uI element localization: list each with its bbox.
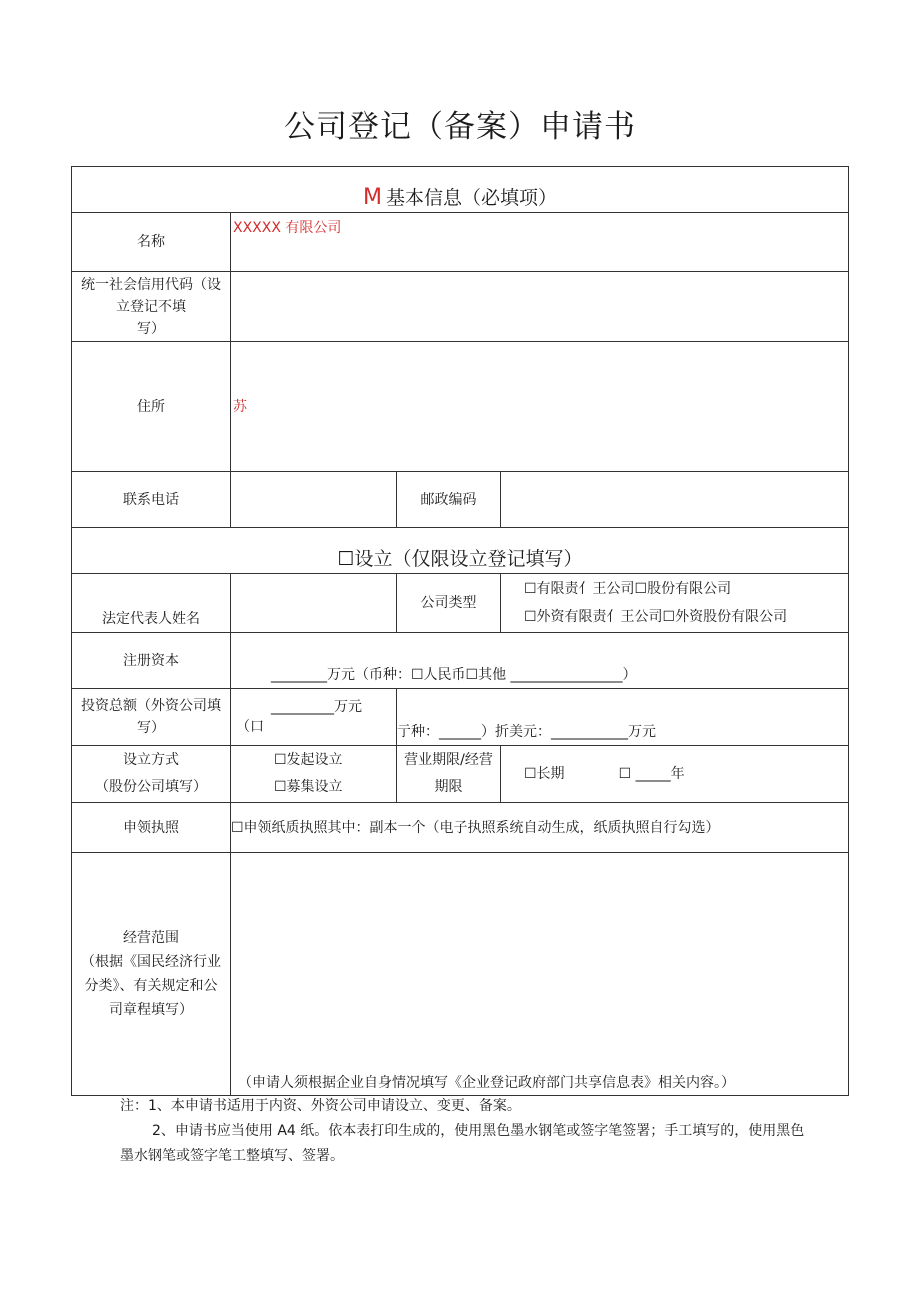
- credit-code-label: [72, 272, 231, 342]
- credit-code-label-line: 写）: [137, 320, 165, 337]
- scope-label-line: 司章程填写）: [109, 1002, 193, 1018]
- term-option-long[interactable]: ☐长期: [524, 766, 565, 782]
- company-type-options: [501, 574, 849, 633]
- footnote-2: [120, 1119, 840, 1169]
- setup-section-header: [72, 528, 849, 574]
- investment-amount-text: _________万元: [271, 699, 362, 715]
- term-label-line: 期限: [434, 779, 463, 795]
- section-marker: M: [363, 185, 382, 210]
- address-label: 住所: [72, 342, 231, 472]
- company-type-option[interactable]: ☐外资有限责亻王公司☐外资股份有限公司: [524, 609, 788, 625]
- investment-amount-field[interactable]: [231, 689, 397, 746]
- setup-method-option[interactable]: ☐发起设立: [274, 752, 343, 768]
- investment-currency-field[interactable]: 亍种：______）折美元：___________万元: [397, 689, 849, 746]
- basic-info-section-header: [72, 167, 849, 213]
- footnote-2-line: 2、申请书应当使用 A4 纸。依本表打印生成的，使用黑色墨水钢笔或签字笔签署；手工填写的，使用黑色: [152, 1123, 805, 1139]
- term-label-line: 营业期限/经营: [404, 752, 493, 768]
- capital-label: 注册资本: [72, 633, 231, 689]
- legal-rep-label: 法定代表人姓名: [72, 574, 231, 633]
- setup-heading[interactable]: ☐设立（仅限设立登记填写）: [337, 548, 583, 570]
- setup-method-label-line: （股份公司填写）: [95, 779, 207, 795]
- scope-label-line: 分类》、有关规定和公: [84, 978, 218, 994]
- credit-code-label-line: 立登记不填: [116, 298, 186, 315]
- footnote-2-line: 墨水钢笔或签字笔工整填写、签署。: [120, 1148, 344, 1164]
- investment-currency-text: （口: [236, 719, 264, 735]
- investment-label: [72, 689, 231, 746]
- phone-label: 联系电话: [72, 472, 231, 528]
- phone-field[interactable]: [231, 472, 397, 528]
- credit-code-field[interactable]: [231, 272, 849, 342]
- footnote-1: 注：1、本申请书适用于内资、外资公司申请设立、变更、备案。: [120, 1098, 521, 1114]
- license-field[interactable]: ☐申领纸质执照其中：副本一个（电子执照系统自动生成，纸质执照自行勾选）: [231, 803, 849, 853]
- setup-method-label-line: 设立方式: [123, 752, 179, 768]
- name-label: 名称: [72, 213, 231, 272]
- application-form-table: [71, 166, 849, 1096]
- company-type-label: 公司类型: [397, 574, 501, 633]
- scope-label: [72, 853, 231, 1096]
- address-field[interactable]: 苏: [231, 342, 849, 472]
- investment-label-line: 写）: [137, 720, 165, 736]
- setup-method-options: [231, 746, 397, 803]
- scope-note: （申请人须根据企业自身情况填写《企业登记政府部门共享信息表》相关内容。）: [238, 1075, 735, 1091]
- scope-field[interactable]: [231, 853, 849, 1096]
- term-label: [397, 746, 501, 803]
- page-title: 公司登记（备案）申请书: [284, 109, 636, 145]
- postcode-field[interactable]: [501, 472, 849, 528]
- name-field[interactable]: XXXXX 有限公司: [231, 213, 849, 272]
- setup-method-label: [72, 746, 231, 803]
- term-options: [501, 746, 849, 803]
- term-option-years[interactable]: ☐ _____年: [618, 766, 685, 782]
- credit-code-label-line: 统一社会信用代码（设: [81, 276, 221, 293]
- license-label: 申领执照: [72, 803, 231, 853]
- postcode-label: 邮政编码: [397, 472, 501, 528]
- scope-label-line: 经营范围: [123, 930, 179, 946]
- capital-field[interactable]: ________万元（币种：☐人民币☐其他 ________________）: [231, 633, 849, 689]
- basic-info-heading: 基本信息（必填项）: [385, 187, 557, 209]
- scope-label-line: （根据《国民经济行业: [81, 954, 221, 970]
- setup-method-option[interactable]: ☐募集设立: [274, 779, 343, 795]
- investment-label-line: 投资总额（外资公司填: [81, 698, 221, 714]
- legal-rep-field[interactable]: [231, 574, 397, 633]
- company-type-option[interactable]: ☐有限责亻王公司☐股份有限公司: [524, 581, 732, 597]
